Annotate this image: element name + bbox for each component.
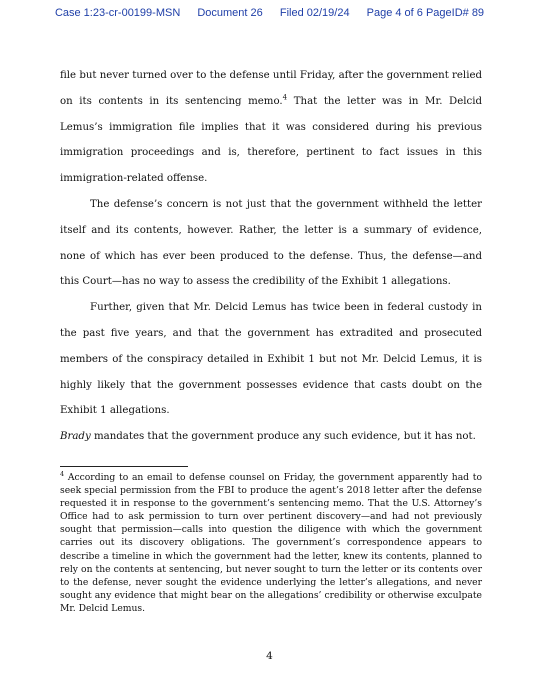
footnote xyxy=(60,471,482,615)
footnote-marker: 4 xyxy=(60,469,65,478)
case-number: Case 1:23-cr-00199-MSN xyxy=(54,7,181,19)
paragraph-defense-concern: The defense’s concern is not just that the government withheld the letter itself and its contents, however. Rather, the letter is a summary of evidence, none of which has ever been produced to the defense. Thus, the defense—and this Court—has no way to assess the credibility of the Exhibit 1 allegations. xyxy=(60,198,482,288)
page-id: Page 4 of 6 PageID# 89 xyxy=(366,7,485,19)
document-body xyxy=(60,63,482,450)
page-number: 4 xyxy=(266,650,273,662)
footnote-reference: 4 xyxy=(282,93,288,102)
case-citation: Brady xyxy=(60,431,91,443)
footnote-text: According to an email to defense counsel on Friday, the government apparently had to seek special permission from the FBI to produce the agent’s 2018 letter after the defense requested it in response to the government’s sentencing memo. That the U.S. Attorney’s Office had to ask permission to turn over pertinent discovery—and had not previously sought that permission—calls into question the diligence with which the government carries out its discovery obligations. The government’s correspondence appears to describe a timeline in which the government had the letter, knew its contents, planned to rely on the contents at sentencing, but never sought to turn the letter or its contents over to the defense, never sought the evidence underlying the letter’s allegations, and never sought any evidence that might bear on the allegations’ credibility or otherwise exculpate Mr. Delcid Lemus. xyxy=(60,472,482,614)
filed-date: Filed 02/19/24 xyxy=(279,7,350,19)
document-number: Document 26 xyxy=(197,7,263,19)
ecf-header xyxy=(0,7,539,19)
paragraph-continuation: file but never turned over to the defense until Friday, after the government relied on its contents in its sentencing memo.$^4$ That the letter was in Mr. Delcid Lemus’s immigration file implies that it was considered during his previous immigration proceedings and is, therefore, pertinent to fact issues in this immigration-related offense. xyxy=(60,70,482,185)
footnote-separator xyxy=(60,466,188,467)
paragraph-brady: Further, given that Mr. Delcid Lemus has twice been in federal custody in the past five years, and that the government has extradited and prosecuted members of the conspiracy detailed in Exhibit 1 but not Mr. Delcid Lemus, it is highly likely that the government possesses evidence that casts doubt on the Exhibit 1 allegations. Brady mandates that the government produce any such evidence, but it has not. xyxy=(60,302,482,443)
